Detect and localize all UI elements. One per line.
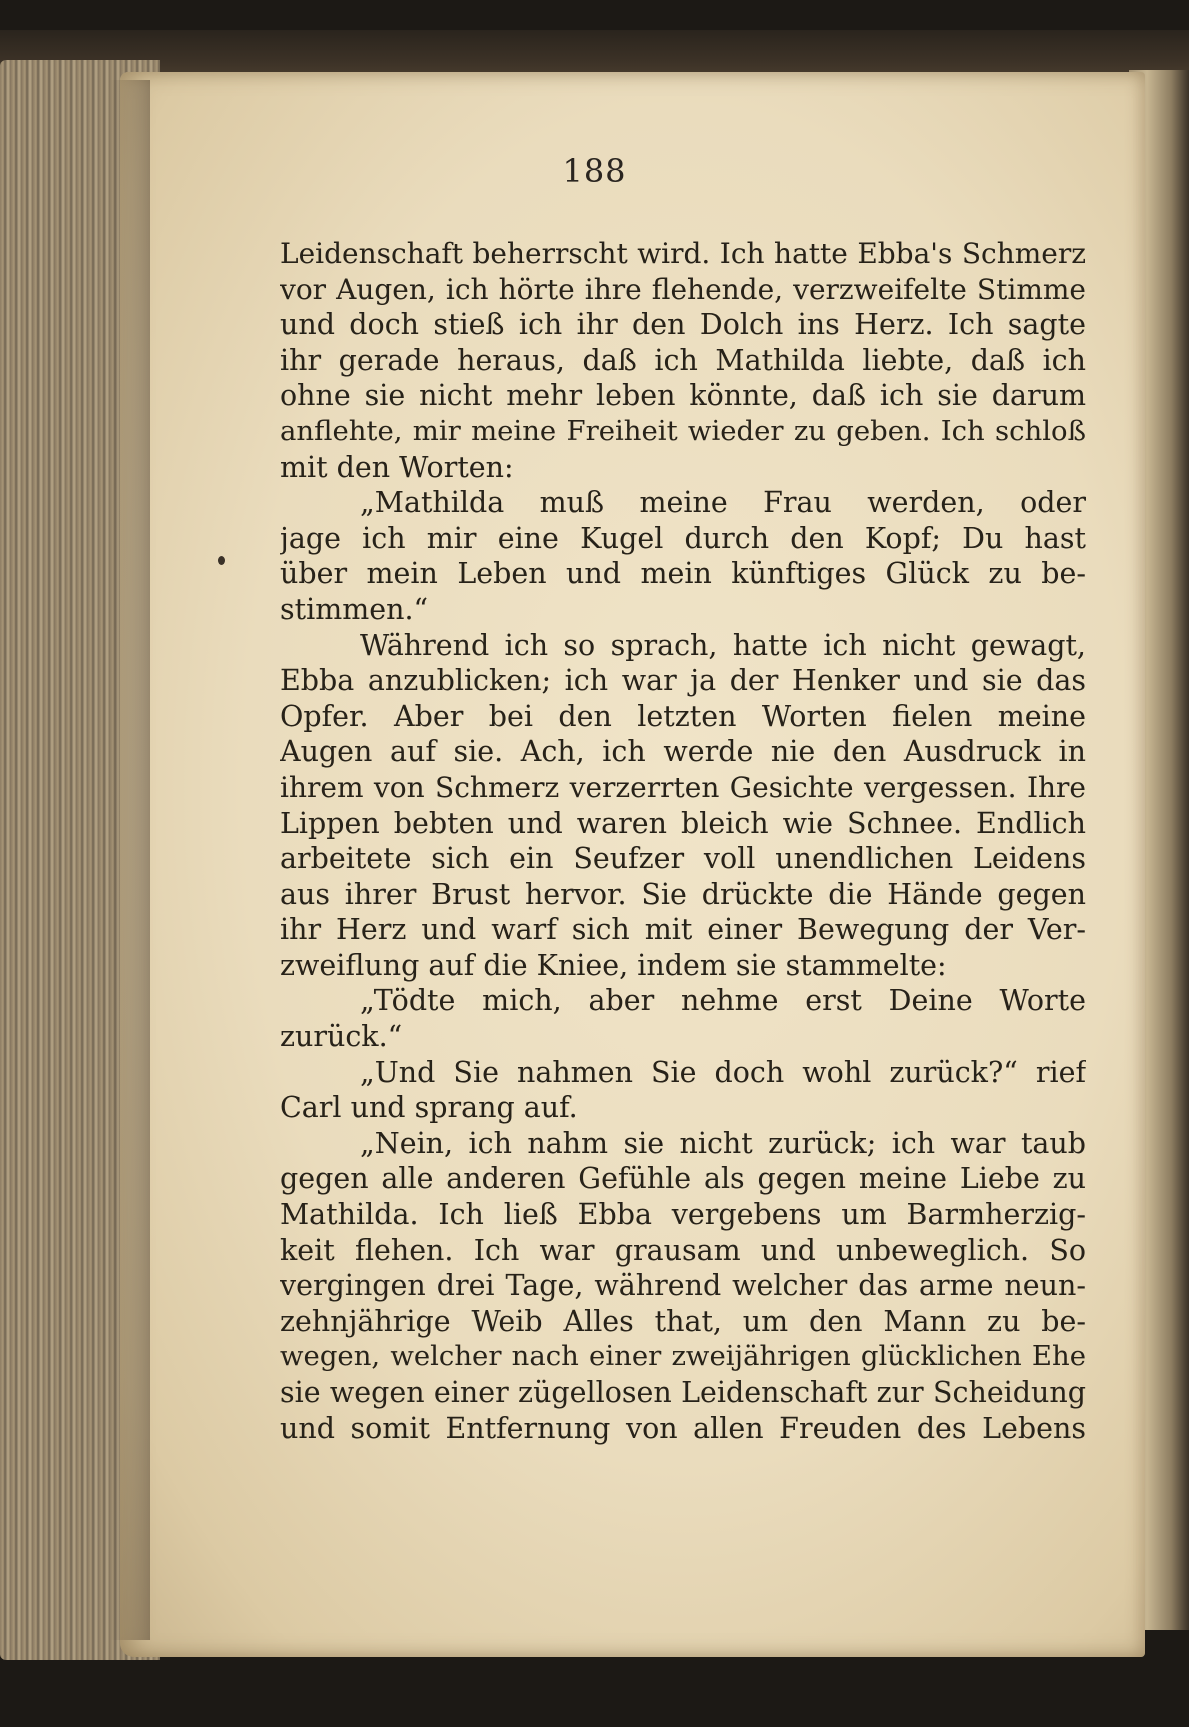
text-line: anflehte, mir meine Freiheit wieder zu geben. Ich schloß [280,414,1086,447]
text-line: mit den Worten: [280,450,514,484]
text-line: „Nein, ich nahm sie nicht zurück; ich war taub [360,1126,1086,1160]
text-line: ihr gerade heraus, daß ich Mathilda liebte, daß ich [280,343,1086,377]
text-line: zurück.“ [280,1020,403,1054]
text-line: Carl und sprang auf. [280,1091,578,1125]
text-line: Opfer. Aber bei den letzten Worten fielen meine [280,699,1086,733]
text-line: Leidenschaft beherrscht wird. Ich hatte Ebba's Schmerz [280,237,1086,270]
text-line: arbeitete sich ein Seufzer voll unendlichen Leidens [280,842,1086,876]
text-line: Während ich so sprach, hatte ich nicht gewagt, [360,628,1086,662]
text-line: vor Augen, ich hörte ihre flehende, verzweifelte Stimme [280,272,1086,306]
text-line: aus ihrer Brust hervor. Sie drückte die Hände gegen [280,877,1086,911]
text-line: jage ich mir eine Kugel durch den Kopf; Du hast [280,521,1086,555]
text-line: zehnjährige Weib Alles that, um den Mann zu be- [280,1304,1086,1338]
text-line: und doch stieß ich ihr den Dolch ins Herz. Ich sagte [280,308,1086,342]
text-line: sie wegen einer zügellosen Leidenschaft zur Scheidung [280,1376,1086,1409]
text-line: Mathilda. Ich ließ Ebba vergebens um Barmherzig- [280,1198,1086,1232]
text-line: stimmen.“ [280,592,429,626]
text-line: Ebba anzublicken; ich war ja der Henker und sie das [280,664,1086,698]
body-text [280,236,1086,1446]
text-line: Augen auf sie. Ach, ich werde nie den Ausdruck in [280,735,1086,769]
text-line: „Mathilda muß meine Frau werden, oder [360,486,1086,520]
text-line: Lippen bebten und waren bleich wie Schnee. Endlich [280,806,1086,840]
text-line: „Tödte mich, aber nehme erst Deine Worte [360,984,1086,1018]
gutter-shadow [110,80,150,1640]
text-line: gegen alle anderen Gefühle als gegen meine Liebe zu [280,1162,1086,1196]
text-line: „Und Sie nahmen Sie doch wohl zurück?“ rief [360,1055,1086,1089]
page-number: 188 [562,152,627,190]
text-line: ihrem von Schmerz verzerrten Gesichte vergessen. Ihre [280,770,1086,804]
text-line: wegen, welcher nach einer zweijährigen glücklichen Ehe [280,1340,1086,1373]
text-line: und somit Entfernung von allen Freuden des Lebens [280,1411,1086,1445]
binding-mark [218,556,225,565]
text-line: ohne sie nicht mehr leben könnte, daß ich sie darum [280,379,1086,413]
text-line: ihr Herz und warf sich mit einer Bewegung der Ver- [280,913,1086,947]
text-line: zweiflung auf die Kniee, indem sie stammelte: [280,948,947,982]
text-line: über mein Leben und mein künftiges Glück zu be- [280,557,1086,591]
text-line: keit flehen. Ich war grausam und unbeweglich. So [280,1233,1086,1267]
text-line: vergingen drei Tage, während welcher das arme neun- [280,1269,1086,1303]
